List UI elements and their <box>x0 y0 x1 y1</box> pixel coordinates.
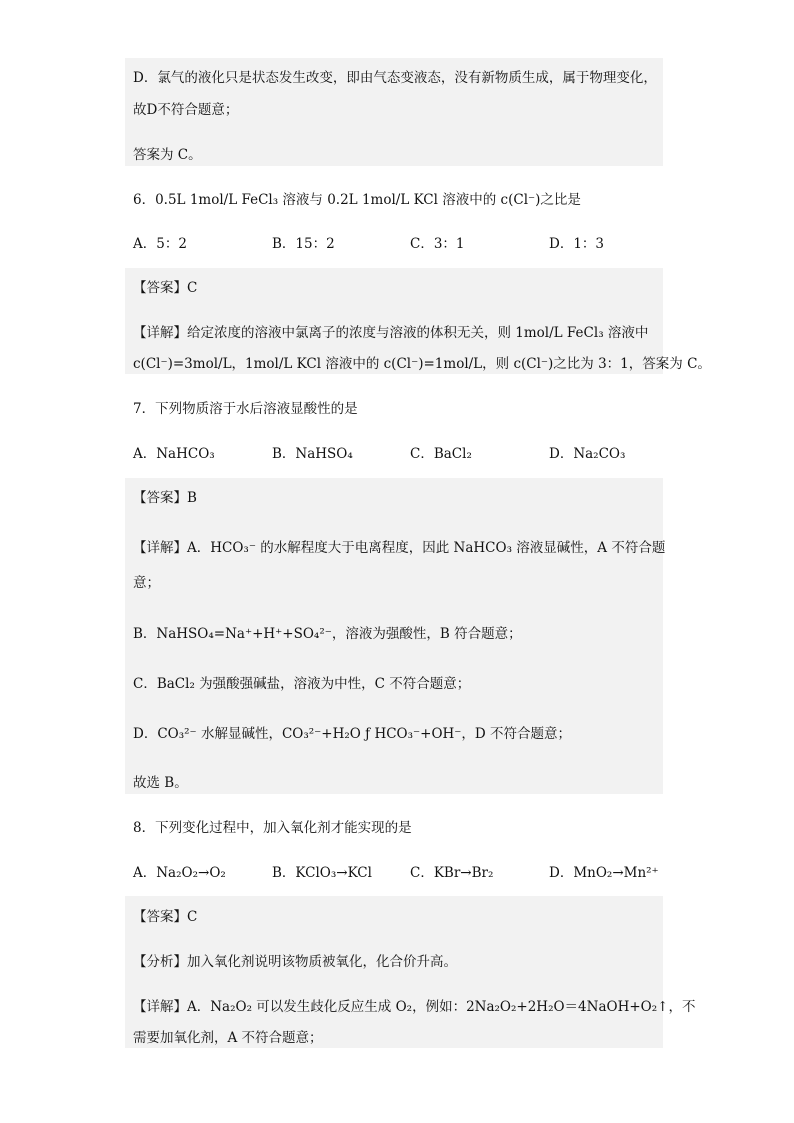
q8-option-a: A．Na₂O₂→O₂ <box>133 865 226 881</box>
q8-option-b: B．KClO₃→KCl <box>272 865 372 881</box>
d-conclusion-answer: 答案为 C。 <box>133 147 202 163</box>
q6-detail-line2: c(Cl⁻)=3mol/L，1mol/L KCl 溶液中的 c(Cl⁻)=1mol/L，则 c(Cl⁻)之比为 3：1，答案为 C。 <box>133 356 711 372</box>
d-conclusion-line2: 故D不符合题意； <box>133 102 239 118</box>
q7-detail-b: B．NaHSO₄=Na⁺+H⁺+SO₄²⁻，溶液为强酸性，B 符合题意； <box>133 626 522 642</box>
q8-detail-line2: 需要加氧化剂，A 不符合题意； <box>133 1030 323 1046</box>
q8-option-d: D．MnO₂→Mn²⁺ <box>549 865 659 881</box>
q6-option-d: D．1：3 <box>549 236 605 252</box>
q7-stem: 7．下列物质溶于水后溶液显酸性的是 <box>133 401 358 417</box>
q7-option-d: D．Na₂CO₃ <box>549 446 626 462</box>
q6-option-a: A．5：2 <box>133 236 187 252</box>
q6-answer: 【答案】C <box>133 280 198 296</box>
q7-final: 故选 B。 <box>133 775 188 791</box>
q7-detail-a-line2: 意； <box>133 575 160 591</box>
q8-stem: 8．下列变化过程中，加入氧化剂才能实现的是 <box>133 820 412 836</box>
q8-analysis: 【分析】加入氧化剂说明该物质被氧化，化合价升高。 <box>133 954 457 970</box>
q6-option-c: C．3：1 <box>410 236 465 252</box>
q7-detail-d: D．CO₃²⁻ 水解显碱性，CO₃²⁻+H₂O ƒ HCO₃⁻+OH⁻，D 不符合题意； <box>133 726 572 742</box>
q8-detail-line1: 【详解】A．Na₂O₂ 可以发生歧化反应生成 O₂，例如：2Na₂O₂+2H₂O＝4NaOH+O₂↑，不 <box>133 999 696 1015</box>
q6-detail-line1: 【详解】给定浓度的溶液中氯离子的浓度与溶液的体积无关，则 1mol/L FeCl₃ 溶液中 <box>133 325 649 341</box>
q7-option-a: A．NaHCO₃ <box>133 446 215 462</box>
q7-option-c: C．BaCl₂ <box>410 446 472 462</box>
q6-stem: 6．0.5L 1mol/L FeCl₃ 溶液与 0.2L 1mol/L KCl 溶液中的 c(Cl⁻)之比是 <box>133 192 581 208</box>
q7-detail-a-line1: 【详解】A．HCO₃⁻ 的水解程度大于电离程度，因此 NaHCO₃ 溶液显碱性，A 不符合题 <box>133 540 666 556</box>
q8-option-c: C．KBr→Br₂ <box>410 865 494 881</box>
d-conclusion-line1: D．氯气的液化只是状态发生改变，即由气态变液态，没有新物质生成，属于物理变化， <box>133 70 657 86</box>
q8-answer: 【答案】C <box>133 909 198 925</box>
q7-detail-c: C．BaCl₂ 为强酸强碱盐，溶液为中性，C 不符合题意； <box>133 676 471 692</box>
q7-option-b: B．NaHSO₄ <box>272 446 353 462</box>
q6-option-b: B．15：2 <box>272 236 335 252</box>
q7-answer: 【答案】B <box>133 490 197 506</box>
